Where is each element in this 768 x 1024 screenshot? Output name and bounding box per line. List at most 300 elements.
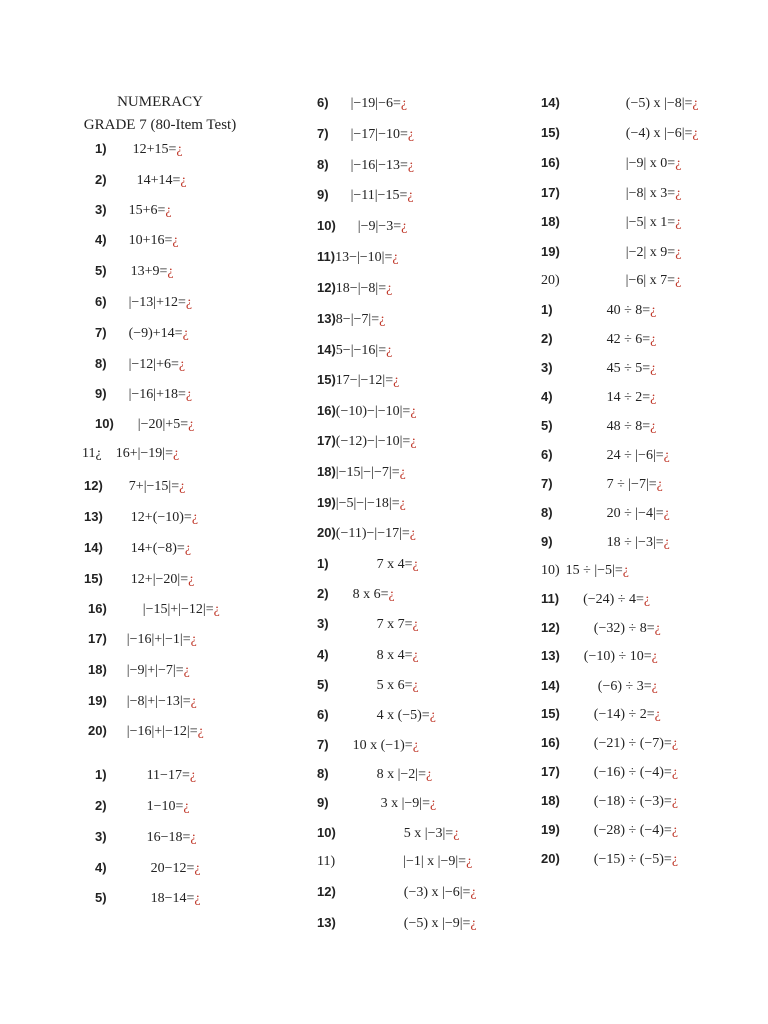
problem-expression: 15 ÷ |−5|=	[565, 563, 623, 578]
answer-placeholder: ¿	[650, 361, 657, 376]
problem-item	[541, 677, 658, 696]
answer-placeholder: ¿	[410, 434, 417, 449]
answer-placeholder: ¿	[429, 796, 437, 811]
problem-number: 1)	[95, 767, 107, 782]
problem-expression: (−5) x |−8|=	[625, 96, 693, 111]
problem-expression: |−8| x 3=	[625, 186, 676, 201]
problem-number: 1)	[541, 302, 553, 317]
problem-expression: 14+(−8)=	[130, 541, 185, 556]
problem-number: 7)	[541, 476, 553, 491]
problem-expression: |−5| x 1=	[625, 215, 676, 230]
answer-placeholder: ¿	[650, 390, 657, 405]
answer-placeholder: ¿	[183, 799, 190, 814]
problem-number: 8)	[95, 356, 107, 371]
problem-item	[541, 124, 699, 143]
answer-placeholder: ¿	[675, 273, 682, 288]
problem-item	[317, 676, 419, 695]
problem-number: 16)	[541, 735, 560, 750]
problem-expression: (−16) ÷ (−4)=	[593, 765, 672, 780]
problem-item	[541, 184, 681, 203]
problem-expression: 5 x 6=	[376, 678, 413, 693]
problem-item	[317, 555, 419, 574]
answer-placeholder: ¿	[650, 332, 657, 347]
problem-expression: 4 x (−5)=	[376, 708, 430, 723]
problem-item	[84, 570, 194, 589]
answer-placeholder: ¿	[386, 281, 393, 296]
problem-expression: (−28) ÷ (−4)=	[593, 823, 672, 838]
problem-number: 20)	[317, 525, 336, 540]
problem-expression: 3 x |−9|=	[380, 796, 430, 811]
answer-placeholder: ¿	[429, 708, 436, 723]
problem-number: 2)	[317, 586, 329, 601]
problem-number: 5)	[95, 263, 107, 278]
problem-expression: 16+|−19|=	[115, 446, 173, 461]
problem-number: 6)	[317, 707, 329, 722]
answer-placeholder: ¿	[412, 678, 419, 693]
problem-expression: |−5|−|−18|=	[335, 496, 400, 511]
problem-item	[541, 213, 681, 232]
problem-number: 11)	[541, 591, 560, 606]
problem-expression: |−17|−10=	[350, 127, 408, 142]
answer-placeholder: ¿	[656, 477, 663, 492]
problem-item	[541, 647, 658, 666]
problem-number: 14)	[541, 95, 560, 110]
problem-item	[95, 171, 187, 190]
problem-number: 20)	[88, 723, 107, 738]
problem-number: 6)	[317, 95, 329, 110]
answer-placeholder: ¿	[675, 215, 682, 230]
problem-number: 12)	[317, 884, 336, 899]
problem-item	[317, 914, 477, 933]
answer-placeholder: ¿	[179, 479, 186, 494]
problem-number: 20)	[541, 273, 560, 288]
problem-number: 17)	[88, 631, 107, 646]
problem-expression: |−13|+12=	[128, 295, 186, 310]
problem-expression: 12+(−10)=	[130, 510, 192, 525]
answer-placeholder: ¿	[190, 830, 197, 845]
answer-placeholder: ¿	[692, 126, 699, 141]
problem-expression: 40 ÷ 8=	[606, 303, 651, 318]
answer-placeholder: ¿	[401, 219, 408, 234]
problem-item	[317, 402, 417, 421]
problem-item	[95, 293, 192, 312]
problem-expression: |−8|+|−13|=	[126, 694, 191, 709]
answer-placeholder: ¿	[180, 173, 187, 188]
problem-number: 3)	[95, 829, 107, 844]
answer-placeholder: ¿	[671, 823, 679, 838]
answer-placeholder: ¿	[185, 295, 193, 310]
problem-number: 11¿	[82, 446, 102, 461]
problem-item	[541, 619, 661, 638]
answer-placeholder: ¿	[190, 694, 197, 709]
problem-number: 10)	[95, 416, 114, 431]
problem-number: 8)	[541, 505, 553, 520]
problem-number: 11)	[317, 249, 336, 264]
problem-item	[317, 736, 419, 755]
problem-item	[541, 504, 670, 523]
problem-expression: 8−|−7|=	[335, 312, 380, 327]
answer-placeholder: ¿	[412, 648, 419, 663]
problem-number: 3)	[317, 616, 329, 631]
problem-expression: (−3) x |−6|=	[403, 885, 471, 900]
problem-item	[541, 446, 670, 465]
problem-expression: 7+|−15|=	[128, 479, 180, 494]
problem-item	[541, 330, 656, 349]
problem-expression: 10 x (−1)=	[352, 738, 413, 753]
problem-expression: 20−12=	[150, 861, 195, 876]
problem-item	[88, 692, 197, 711]
problem-number: 17)	[317, 433, 336, 448]
problem-number: 14)	[317, 342, 336, 357]
problem-item	[317, 524, 416, 543]
problem-expression: 5 x |−3|=	[403, 826, 454, 841]
problem-item	[541, 562, 629, 580]
problem-number: 13)	[317, 915, 336, 930]
problem-number: 16)	[88, 601, 107, 616]
problem-expression: (−32) ÷ 8=	[593, 621, 655, 636]
problem-expression: 7 x 7=	[376, 617, 413, 632]
problem-number: 16)	[541, 155, 560, 170]
answer-placeholder: ¿	[675, 245, 682, 260]
problem-expression: 18 ÷ |−3|=	[606, 535, 664, 550]
answer-placeholder: ¿	[183, 663, 190, 678]
problem-item	[317, 794, 436, 813]
answer-placeholder: ¿	[663, 535, 670, 550]
problem-item	[317, 248, 399, 267]
problem-item	[95, 766, 196, 785]
problem-item	[95, 324, 189, 343]
problem-number: 9)	[95, 386, 107, 401]
answer-placeholder: ¿	[392, 250, 399, 265]
answer-placeholder: ¿	[191, 510, 199, 525]
problem-number: 19)	[541, 822, 560, 837]
problem-item	[541, 763, 678, 782]
problem-expression: 7 x 4=	[376, 557, 413, 572]
problem-item	[317, 156, 414, 175]
problem-number: 7)	[317, 737, 329, 752]
answer-placeholder: ¿	[173, 446, 180, 461]
problem-item	[317, 279, 392, 298]
problem-expression: 18−|−8|=	[335, 281, 387, 296]
problem-item	[541, 243, 681, 262]
problem-expression: |−9|−3=	[357, 219, 402, 234]
answer-placeholder: ¿	[165, 203, 172, 218]
answer-placeholder: ¿	[194, 861, 201, 876]
problem-number: 6)	[95, 294, 107, 309]
problem-expression: 18−14=	[150, 891, 195, 906]
problem-expression: 20 ÷ |−4|=	[606, 506, 664, 521]
problem-expression: (−6) ÷ 3=	[597, 679, 652, 694]
problem-item	[95, 828, 197, 847]
problem-expression: (−9)+14=	[128, 326, 183, 341]
problem-expression: 17−|−12|=	[335, 373, 394, 388]
problem-expression: (−14) ÷ 2=	[593, 707, 655, 722]
problem-item	[541, 734, 678, 753]
problem-number: 18)	[88, 662, 107, 677]
answer-placeholder: ¿	[663, 448, 670, 463]
problem-expression: |−16|+|−1|=	[126, 632, 191, 647]
answer-placeholder: ¿	[671, 765, 679, 780]
problem-expression: 16−18=	[146, 830, 191, 845]
answer-placeholder: ¿	[675, 186, 682, 201]
answer-placeholder: ¿	[663, 506, 670, 521]
problem-item	[88, 630, 197, 649]
problem-expression: |−19|−6=	[350, 96, 401, 111]
problem-number: 4)	[95, 232, 107, 247]
problem-item	[95, 231, 179, 250]
answer-placeholder: ¿	[407, 158, 415, 173]
page-subtitle: GRADE 7 (80-Item Test)	[83, 117, 237, 133]
problem-expression: 42 ÷ 6=	[606, 332, 651, 347]
problem-item	[317, 371, 399, 390]
problem-item	[541, 590, 650, 609]
problem-expression: (−21) ÷ (−7)=	[593, 736, 672, 751]
problem-number: 17)	[541, 764, 560, 779]
problem-expression: |−2| x 9=	[625, 245, 676, 260]
problem-number: 9)	[541, 534, 553, 549]
answer-placeholder: ¿	[213, 602, 220, 617]
problem-item	[317, 432, 417, 451]
problem-number: 5)	[95, 890, 107, 905]
problem-item	[317, 494, 406, 513]
problem-expression: 1−10=	[146, 799, 184, 814]
problem-expression: |−16|−13=	[350, 158, 408, 173]
answer-placeholder: ¿	[622, 563, 629, 578]
problem-number: 10)	[317, 218, 336, 233]
problem-item	[317, 615, 419, 634]
problem-expression: 13+9=	[130, 264, 168, 279]
problem-number: 18)	[317, 464, 336, 479]
problem-item	[541, 417, 656, 436]
answer-placeholder: ¿	[399, 465, 406, 480]
problem-item	[82, 445, 179, 463]
answer-placeholder: ¿	[185, 387, 193, 402]
answer-placeholder: ¿	[188, 417, 195, 432]
problem-item	[95, 140, 183, 159]
problem-item	[541, 792, 678, 811]
problem-item	[95, 859, 201, 878]
problem-item	[88, 661, 190, 680]
problem-expression: |−11|−15=	[350, 188, 408, 203]
problem-number: 15)	[541, 706, 560, 721]
answer-placeholder: ¿	[197, 724, 204, 739]
problem-item	[88, 600, 220, 619]
problem-item	[84, 539, 191, 558]
problem-number: 11)	[317, 854, 336, 869]
problem-expression: |−16|+18=	[128, 387, 186, 402]
answer-placeholder: ¿	[399, 496, 406, 511]
problem-number: 4)	[317, 647, 329, 662]
problem-number: 14)	[84, 540, 103, 555]
problem-number: 4)	[541, 389, 553, 404]
problem-item	[317, 94, 407, 113]
problem-number: 7)	[95, 325, 107, 340]
problem-expression: 8 x 6=	[352, 587, 389, 602]
answer-placeholder: ¿	[176, 142, 183, 157]
problem-number: 10)	[541, 563, 560, 578]
problem-number: 5)	[317, 677, 329, 692]
answer-placeholder: ¿	[412, 617, 419, 632]
problem-number: 9)	[317, 795, 329, 810]
answer-placeholder: ¿	[410, 404, 417, 419]
problem-number: 1)	[317, 556, 329, 571]
problem-expression: 48 ÷ 8=	[606, 419, 651, 434]
answer-placeholder: ¿	[671, 852, 679, 867]
answer-placeholder: ¿	[643, 592, 651, 607]
answer-placeholder: ¿	[412, 557, 419, 572]
answer-placeholder: ¿	[407, 127, 415, 142]
answer-placeholder: ¿	[388, 587, 395, 602]
answer-placeholder: ¿	[178, 357, 186, 372]
problem-number: 19)	[88, 693, 107, 708]
problem-item	[317, 853, 472, 871]
answer-placeholder: ¿	[650, 419, 657, 434]
answer-placeholder: ¿	[409, 526, 417, 541]
problem-item	[541, 821, 678, 840]
problem-expression: 5−|−16|=	[335, 343, 387, 358]
problem-number: 19)	[317, 495, 336, 510]
answer-placeholder: ¿	[671, 736, 679, 751]
answer-placeholder: ¿	[386, 343, 393, 358]
problem-item	[88, 722, 204, 741]
answer-placeholder: ¿	[675, 156, 682, 171]
problem-item	[317, 186, 414, 205]
problem-item	[541, 272, 681, 290]
problem-number: 6)	[541, 447, 553, 462]
problem-expression: |−12|+6=	[128, 357, 179, 372]
problem-number: 18)	[541, 793, 560, 808]
problem-expression: 15+6=	[128, 203, 166, 218]
problem-number: 7)	[317, 126, 329, 141]
problem-expression: |−15|−|−7|=	[335, 465, 400, 480]
problem-item	[541, 533, 670, 552]
problem-item	[84, 508, 198, 527]
problem-item	[317, 217, 407, 236]
problem-item	[95, 797, 190, 816]
problem-expression: |−16|+|−12|=	[126, 724, 198, 739]
problem-expression: (−18) ÷ (−3)=	[593, 794, 672, 809]
problem-item	[541, 388, 656, 407]
problem-number: 12)	[541, 620, 560, 635]
problem-item	[317, 706, 436, 725]
problem-expression: (−15) ÷ (−5)=	[593, 852, 672, 867]
problem-number: 5)	[541, 418, 553, 433]
answer-placeholder: ¿	[400, 96, 408, 111]
problem-expression: |−20|+5=	[137, 417, 189, 432]
answer-placeholder: ¿	[188, 572, 195, 587]
problem-number: 3)	[95, 202, 107, 217]
problem-expression: 13−|−10|=	[335, 250, 393, 265]
problem-number: 13)	[541, 648, 560, 663]
problem-number: 13)	[317, 311, 336, 326]
problem-number: 15)	[541, 125, 560, 140]
problem-item	[95, 889, 201, 908]
problem-expression: 8 x 4=	[376, 648, 413, 663]
problem-number: 15)	[84, 571, 103, 586]
problem-expression: 24 ÷ |−6|=	[606, 448, 664, 463]
problem-number: 20)	[541, 851, 560, 866]
problem-item	[317, 341, 392, 360]
problem-number: 18)	[541, 214, 560, 229]
problem-expression: 45 ÷ 5=	[606, 361, 651, 376]
problem-number: 4)	[95, 860, 107, 875]
problem-item	[95, 385, 192, 404]
answer-placeholder: ¿	[393, 373, 400, 388]
problem-number: 10)	[317, 825, 336, 840]
problem-item	[95, 262, 174, 281]
problem-item	[95, 355, 185, 374]
problem-item	[317, 463, 406, 482]
problem-expression: |−1| x |−9|=	[403, 854, 467, 869]
problem-number: 3)	[541, 360, 553, 375]
problem-expression: |−15|+|−12|=	[142, 602, 214, 617]
answer-placeholder: ¿	[189, 768, 197, 783]
problem-number: 12)	[317, 280, 336, 295]
problem-number: 2)	[95, 172, 107, 187]
problem-expression: (−5) x |−9|=	[403, 916, 471, 931]
problem-item	[541, 154, 681, 173]
problem-item	[317, 125, 414, 144]
page-title: NUMERACY	[117, 94, 203, 110]
problem-item	[317, 883, 477, 902]
problem-item	[95, 201, 172, 220]
problem-item	[317, 765, 432, 784]
answer-placeholder: ¿	[466, 854, 473, 869]
answer-placeholder: ¿	[425, 767, 433, 782]
problem-expression: |−9|+|−7|=	[126, 663, 184, 678]
answer-placeholder: ¿	[194, 891, 201, 906]
problem-number: 1)	[95, 141, 107, 156]
answer-placeholder: ¿	[671, 794, 679, 809]
problem-item	[317, 824, 459, 843]
answer-placeholder: ¿	[379, 312, 386, 327]
problem-item	[541, 94, 699, 113]
problem-expression: 14 ÷ 2=	[606, 390, 651, 405]
answer-placeholder: ¿	[470, 916, 477, 931]
problem-expression: |−6| x 7=	[625, 273, 676, 288]
problem-item	[317, 646, 419, 665]
problem-number: 2)	[541, 331, 553, 346]
problem-number: 14)	[541, 678, 560, 693]
problem-expression: 10+16=	[128, 233, 173, 248]
problem-expression: 7 ÷ |−7|=	[606, 477, 657, 492]
problem-number: 17)	[541, 185, 560, 200]
answer-placeholder: ¿	[651, 649, 658, 664]
problem-number: 12)	[84, 478, 103, 493]
problem-number: 2)	[95, 798, 107, 813]
problem-item	[95, 415, 194, 434]
answer-placeholder: ¿	[692, 96, 699, 111]
problem-item	[541, 301, 656, 320]
problem-number: 13)	[84, 509, 103, 524]
problem-expression: 12+15=	[132, 142, 177, 157]
problem-expression: |−9| x 0=	[625, 156, 676, 171]
problem-expression: 14+14=	[136, 173, 181, 188]
answer-placeholder: ¿	[650, 303, 657, 318]
answer-placeholder: ¿	[412, 738, 419, 753]
answer-placeholder: ¿	[651, 679, 658, 694]
problem-expression: (−24) ÷ 4=	[583, 592, 644, 607]
answer-placeholder: ¿	[184, 541, 192, 556]
answer-placeholder: ¿	[470, 885, 477, 900]
problem-expression: 11−17=	[146, 768, 190, 783]
problem-item	[317, 310, 385, 329]
answer-placeholder: ¿	[167, 264, 174, 279]
problem-expression: (−10)−|−10|=	[335, 404, 411, 419]
problem-item	[541, 475, 663, 494]
problem-expression: 8 x |−2|=	[376, 767, 426, 782]
problem-number: 19)	[541, 244, 560, 259]
